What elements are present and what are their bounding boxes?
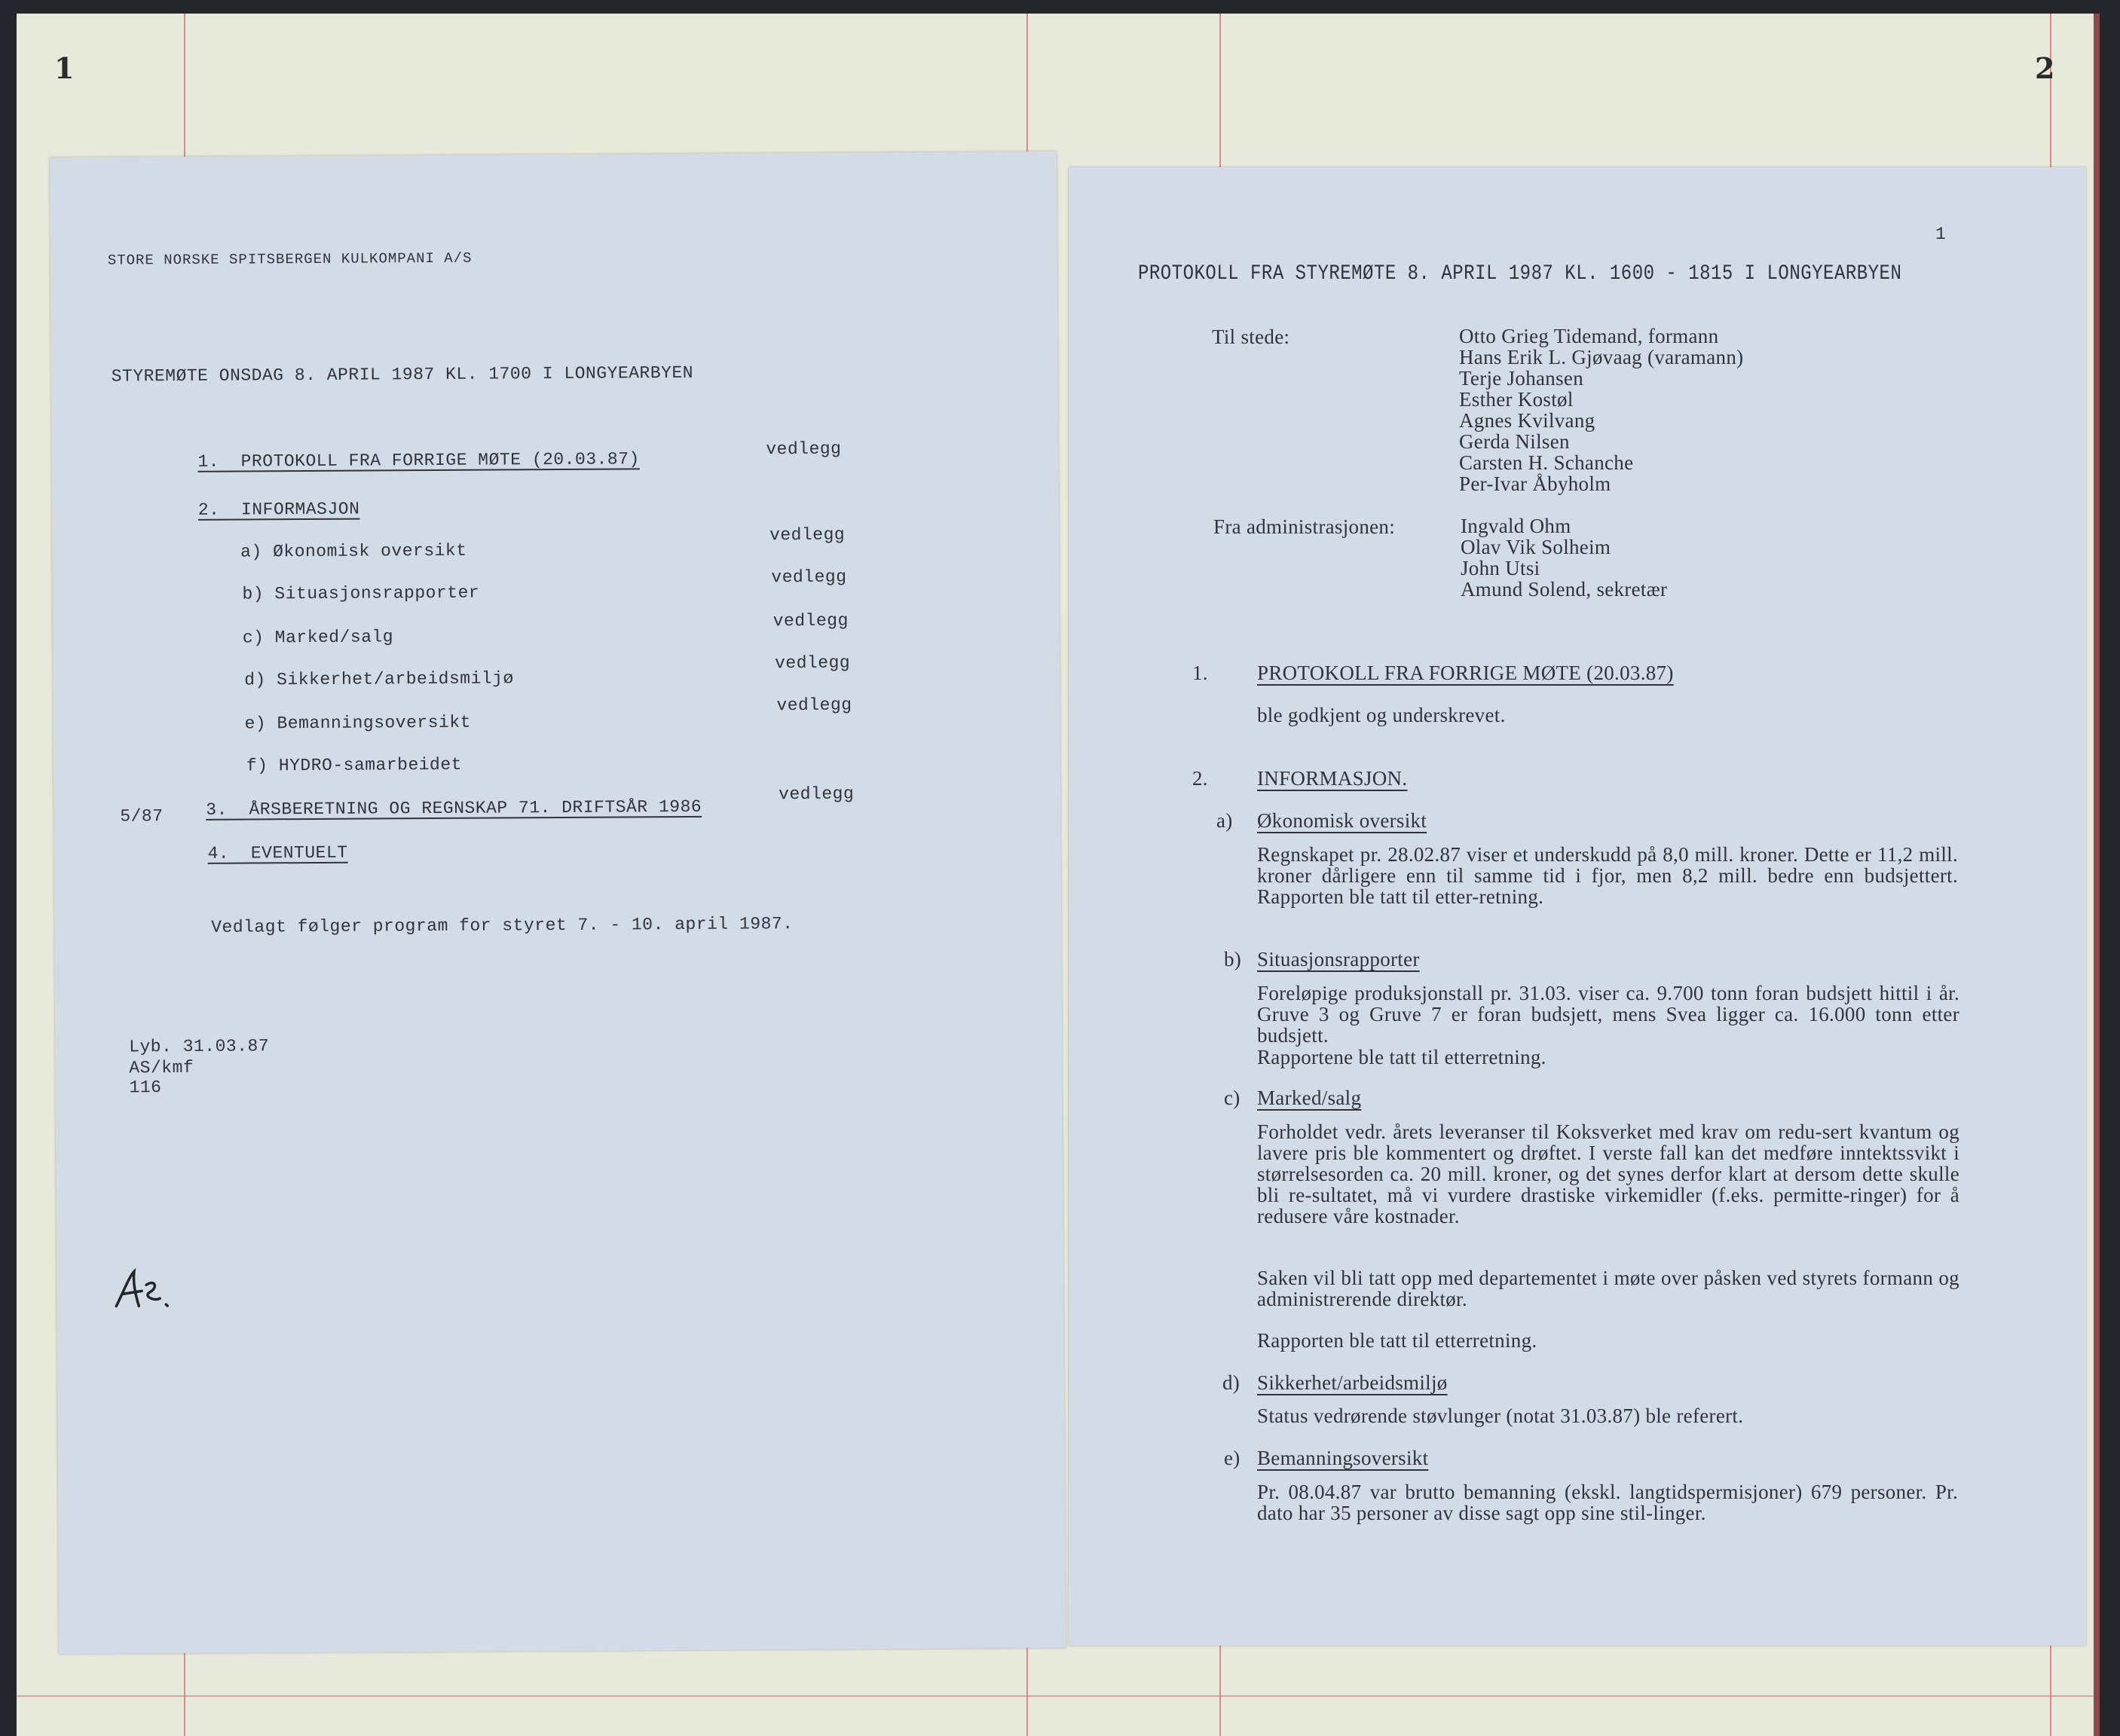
agenda-subitem: d) Sikkerhet/arbeidsmiljø (244, 668, 514, 690)
minutes-title: PROTOKOLL FRA STYREMØTE 8. APRIL 1987 KL. 1600 - 1815 I LONGYEARBYEN (1138, 262, 1902, 286)
attendee-name: Per-Ivar Åbyholm (1459, 472, 1611, 495)
subsection-title: Bemanningsoversikt (1257, 1447, 1429, 1469)
bottom-rule (17, 1695, 1051, 1697)
section-number: 1. (1192, 662, 1208, 684)
admin-name: John Utsi (1461, 557, 1540, 579)
folio-number: 1 (54, 51, 75, 85)
attendee-name: Agnes Kvilvang (1459, 409, 1595, 432)
agenda-item: 3. ÅRSBERETNING OG REGNSKAP 71. DRIFTSÅR 1986 (206, 796, 702, 820)
footer-initials: AS/kmf (129, 1057, 194, 1078)
subsection-label: c) (1224, 1087, 1240, 1109)
attendee-name: Otto Grieg Tidemand, formann (1459, 325, 1719, 347)
subsection-label: a) (1216, 809, 1233, 832)
admin-name: Ingvald Ohm (1461, 515, 1571, 537)
folio-number: 2 (2035, 51, 2055, 85)
agenda-subitem: a) Økonomisk oversikt (240, 540, 467, 562)
attendee-name: Carsten H. Schanche (1459, 451, 1634, 474)
company-name: STORE NORSKE SPITSBERGEN KULKOMPANI A/S (107, 249, 473, 269)
subsection-text: Foreløpige produksjonstall pr. 31.03. viser ca. 9.700 tonn foran budsjett hittil i år. Gruve 3 og Gruve 7 er foran budsjett, mens Svea ligger ca. 16.000 tonn etter budsjett. (1257, 982, 1959, 1047)
subsection-title: Marked/salg (1257, 1087, 1362, 1109)
agenda-item: 2. INFORMASJON (197, 499, 360, 520)
agenda-note: vedlegg (779, 784, 855, 805)
subsection-text: Rapporten ble tatt til etterretning. (1257, 1329, 1537, 1352)
agenda-subitem: e) Bemanningsoversikt (244, 712, 471, 734)
present-label: Til stede: (1212, 326, 1290, 348)
handwritten-initials (113, 1268, 173, 1313)
subsection-label: d) (1222, 1371, 1240, 1394)
admin-label: Fra administrasjonen: (1213, 515, 1396, 538)
enclosure-note: Vedlagt følger program for styret 7. - 10. april 1987. (211, 914, 794, 937)
agenda-note: vedlegg (766, 439, 842, 460)
subsection-text: Regnskapet pr. 28.02.87 viser et underskudd på 8,0 mill. kroner. Dette er 11,2 mill. kroner dårligere enn til samme tid i fjor, men 8,2 mill. bedre enn budsjettert. Rapporten ble tatt til etter-retning. (1257, 843, 1958, 908)
section-title: INFORMASJON. (1257, 767, 1408, 790)
attendee-name: Terje Johansen (1459, 367, 1584, 390)
section-title: PROTOKOLL FRA FORRIGE MØTE (20.03.87) (1257, 662, 1674, 684)
subsection-text: Status vedrørende støvlunger (notat 31.03.87) ble referert. (1257, 1404, 1744, 1427)
meeting-heading: STYREMØTE ONSDAG 8. APRIL 1987 KL. 1700 I LONGYEARBYEN (111, 362, 694, 387)
minutes-sheet (1069, 167, 2086, 1646)
bottom-rule (1051, 1695, 2094, 1697)
subsection-label: b) (1224, 948, 1242, 970)
agenda-subitem: c) Marked/salg (242, 627, 394, 648)
footer-ref: 116 (129, 1077, 162, 1098)
sheet-number: 1 (1935, 225, 1947, 244)
subsection-title: Sikkerhet/arbeidsmiljø (1257, 1371, 1448, 1394)
admin-name: Amund Solend, sekretær (1461, 578, 1668, 601)
present-list (1459, 326, 1743, 494)
agenda-subitem: f) HYDRO-samarbeidet (246, 754, 463, 776)
admin-list (1461, 515, 1667, 600)
agenda-note: vedlegg (776, 695, 852, 716)
agenda-item: 1. PROTOKOLL FRA FORRIGE MØTE (20.03.87) (197, 449, 640, 472)
attendee-name: Gerda Nilsen (1459, 430, 1570, 453)
attendee-name: Hans Erik L. Gjøvaag (varamann) (1459, 346, 1744, 368)
agenda-item: 4. EVENTUELT (207, 842, 348, 863)
subsection-title: Situasjonsrapporter (1257, 948, 1420, 970)
agenda-note: vedlegg (772, 610, 849, 631)
footer-date: Lyb. 31.03.87 (129, 1036, 270, 1057)
section-text: ble godkjent og underskrevet. (1257, 704, 1506, 726)
section-number: 2. (1192, 767, 1208, 790)
subsection-text: Forholdet vedr. årets leveranser til Koksverket med krav om redu-sert kvantum og lavere pris ble kommentert og drøftet. I verste fall kan det medføre inntektssvikt i størrelsesorden ca. 20 mill. kroner, og det synes derfor klart at dersom dette skulle bli re-sultatet, må vi vurdere drastiske virkemidler (f.eks. permitte-ringer) for å redusere våre kostnader. (1257, 1120, 1959, 1227)
admin-name: Olav Vik Solheim (1461, 536, 1611, 558)
subsection-title: Økonomisk oversikt (1257, 809, 1427, 832)
subsection-text: Pr. 08.04.87 var brutto bemanning (ekskl. langtidspermisjoner) 679 personer. Pr. dato har 35 personer av disse sagt opp sine stil-linger. (1257, 1481, 1958, 1524)
agenda-note: vedlegg (771, 567, 847, 588)
subsection-text: Saken vil bli tatt opp med departementet i møte over påsken ved styrets formann og administrerende direktør. (1257, 1267, 1959, 1310)
case-number: 5/87 (120, 806, 164, 827)
agenda-note: vedlegg (769, 524, 846, 546)
attendee-name: Esther Kostøl (1459, 388, 1574, 411)
subsection-label: e) (1224, 1447, 1240, 1469)
subsection-text: Rapportene ble tatt til etterretning. (1257, 1046, 1546, 1068)
agenda-subitem: b) Situasjonsrapporter (242, 582, 480, 604)
agenda-sheet (50, 151, 1066, 1654)
agenda-note: vedlegg (774, 653, 851, 674)
